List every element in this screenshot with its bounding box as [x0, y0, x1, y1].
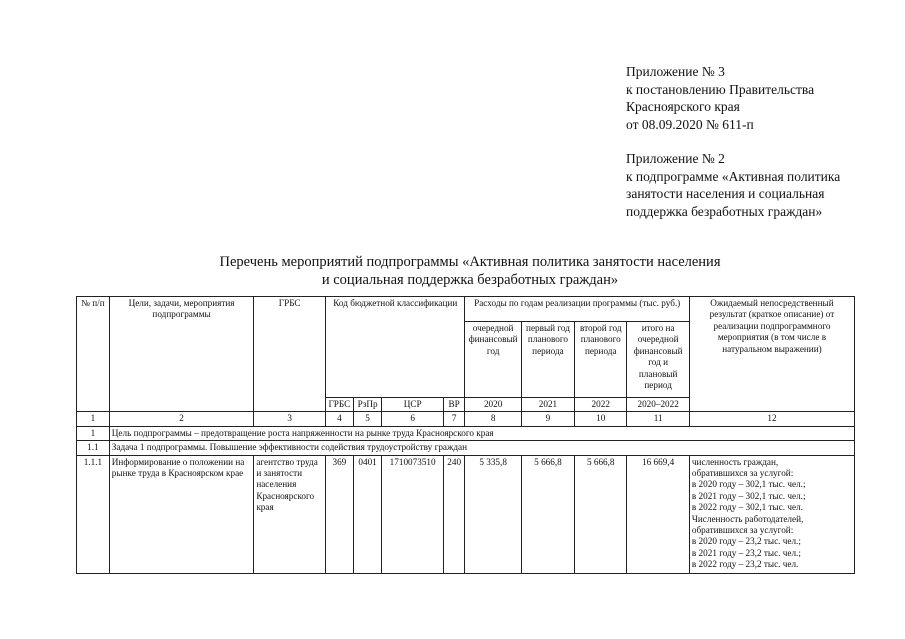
title-line: и социальная поддержка безработных граждан»: [321, 272, 619, 288]
subprogram-line: поддержка безработных граждан»: [626, 203, 823, 219]
goal-num: 1: [77, 426, 110, 440]
table-row: [77, 455, 855, 573]
header-year-range: 2020–2022: [627, 398, 690, 412]
column-number: 10: [575, 412, 627, 426]
table-codes-row: [77, 398, 855, 412]
header-empty: [77, 398, 110, 412]
header-second-year: второй год планового периода: [575, 322, 627, 398]
appendix-line: Приложение № 3: [626, 64, 725, 79]
header-empty: [689, 398, 854, 412]
column-number: 9: [521, 412, 574, 426]
subprogram-line: занятости населения и социальная: [626, 186, 825, 201]
column-number: 7: [443, 412, 465, 426]
header-year-2021: 2021: [521, 398, 574, 412]
result-line: обратившихся за услугой:: [691, 525, 794, 536]
column-number-row: [77, 412, 855, 426]
row-grbs-name: агентство труда и занятости населения Красноярского края: [254, 455, 326, 573]
task-text: Задача 1 подпрограммы. Повышение эффективности содействия трудоустройству граждан: [109, 441, 854, 455]
subprogram-line: Приложение № 2: [626, 151, 725, 166]
column-number: 12: [689, 412, 854, 426]
header-empty: [254, 398, 326, 412]
column-number: 3: [254, 412, 326, 426]
row-num: 1.1.1: [77, 455, 110, 573]
row-2020: 5 335,8: [465, 455, 521, 573]
header-num: № п/п: [77, 297, 110, 398]
result-line: Численность работодателей,: [691, 513, 804, 524]
header-budget-code: Код бюджетной классификации: [326, 297, 465, 398]
header-result: Ожидаемый непосредственный результат (краткое описание) от реализации подпрограммного мероприятия (в том числе в натуральном выражении): [689, 297, 854, 398]
result-line: в 2020 году – 23,2 тыс. чел.;: [691, 536, 801, 547]
column-number: 4: [326, 412, 354, 426]
header-first-year: первый год планового периода: [521, 322, 574, 398]
header-total: итого на очередной финансовый год и плановый период: [627, 322, 690, 398]
table-header-row: [77, 297, 855, 322]
result-line: в 2021 году – 23,2 тыс. чел.;: [691, 547, 801, 558]
header-csr: ЦСР: [382, 398, 443, 412]
task-num: 1.1: [77, 441, 110, 455]
row-grbs: 369: [326, 455, 354, 573]
task-row: [77, 441, 855, 455]
column-number: 11: [627, 412, 690, 426]
document-title: [150, 253, 790, 289]
header-current-year: очередной финансовый год: [465, 322, 521, 398]
row-2022: 5 666,8: [575, 455, 627, 573]
result-line: в 2021 году – 302,1 тыс. чел.;: [691, 490, 806, 501]
result-line: численность граждан,: [691, 456, 779, 467]
result-line: в 2022 году – 23,2 тыс. чел.: [691, 559, 799, 570]
column-number: 1: [77, 412, 110, 426]
title-line: Перечень мероприятий подпрограммы «Активная политика занятости населения: [219, 254, 721, 270]
goal-text: Цель подпрограммы – предотвращение роста напряженности на рынке труда Красноярского края: [109, 426, 854, 440]
header-year-2020: 2020: [465, 398, 521, 412]
row-csr: 1710073510: [382, 455, 443, 573]
column-number: 5: [353, 412, 382, 426]
appendix-line: Красноярского края: [626, 99, 740, 114]
result-line: в 2020 году – 302,1 тыс. чел.;: [691, 479, 806, 490]
header-goals: Цели, задачи, мероприятия подпрограммы: [109, 297, 254, 398]
header-rzpr: РзПр: [353, 398, 382, 412]
appendix-line: к постановлению Правительства: [626, 81, 815, 97]
row-name: Информирование о положении на рынке труда в Красноярском крае: [109, 455, 254, 573]
subprogram-line: к подпрограмме «Активная политика: [626, 168, 841, 184]
row-result: [689, 455, 854, 573]
row-total: 16 669,4: [627, 455, 690, 573]
row-2021: 5 666,8: [521, 455, 574, 573]
subprogram-header: [626, 150, 840, 220]
header-year-2022: 2022: [575, 398, 627, 412]
row-rzpr: 0401: [353, 455, 382, 573]
row-vr: 240: [443, 455, 465, 573]
header-grbs: ГРБС: [254, 297, 326, 398]
column-number: 6: [382, 412, 443, 426]
header-expenses: Расходы по годам реализации программы (тыс. руб.): [465, 297, 689, 322]
appendix-line: от 08.09.2020 № 611-п: [626, 116, 754, 132]
column-number: 8: [465, 412, 521, 426]
appendix-header: [626, 63, 814, 133]
measures-table: [76, 296, 855, 574]
column-number: 2: [109, 412, 254, 426]
goal-row: [77, 426, 855, 440]
result-line: в 2022 году – 302,1 тыс. чел.: [691, 502, 803, 513]
result-line: обратившихся за услугой:: [691, 468, 794, 479]
header-empty: [109, 398, 254, 412]
header-grbs-code: ГРБС: [326, 398, 354, 412]
header-vr: ВР: [443, 398, 465, 412]
